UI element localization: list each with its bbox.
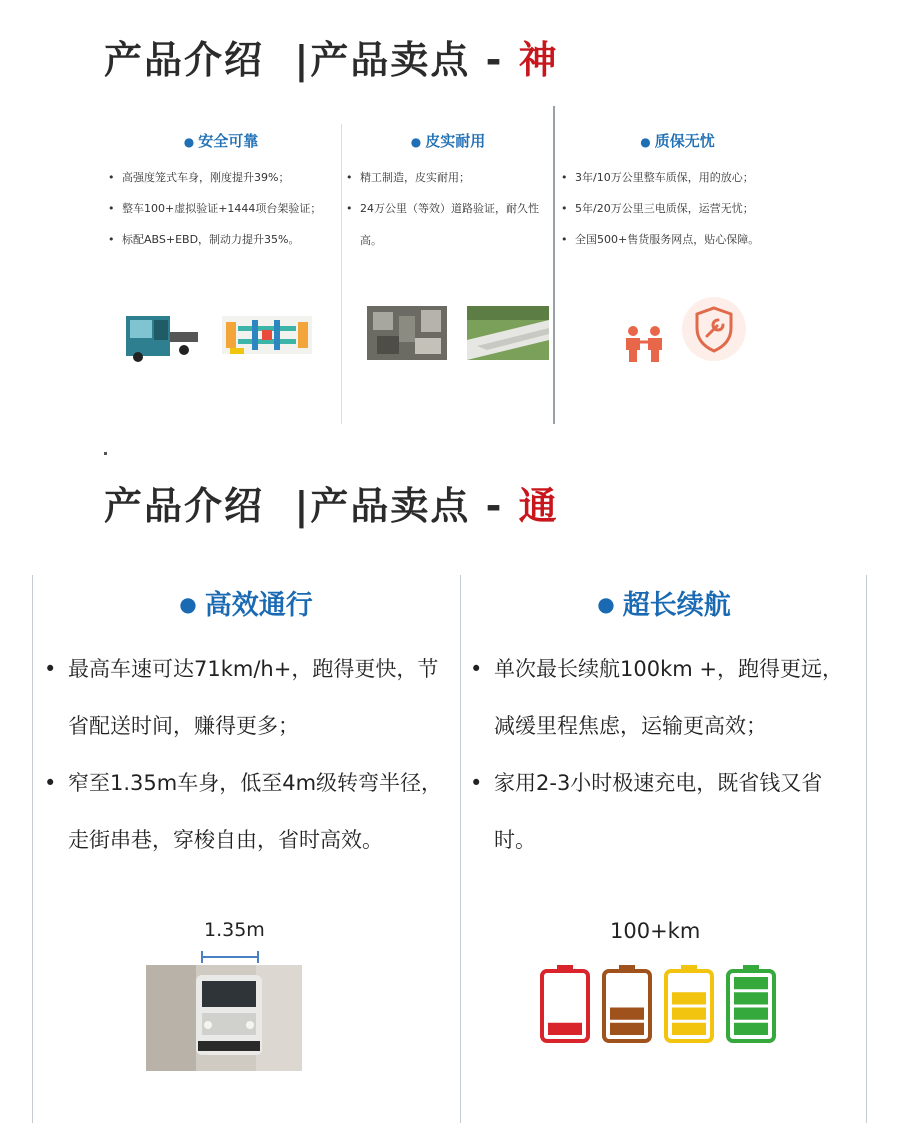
battery-icon — [542, 965, 588, 1041]
bullet-dot-icon: ● — [410, 135, 422, 149]
stray-dot — [104, 452, 107, 455]
section2-panel — [32, 575, 868, 1123]
bullet-list — [344, 162, 550, 257]
chassis-analysis-image — [222, 312, 312, 358]
bullet-list — [106, 162, 338, 255]
feature-column-durability — [342, 100, 554, 430]
heading-sub: 产品卖点 — [310, 38, 471, 82]
list-item: • 家用2-3小时极速充电，既省钱又省时。 — [468, 755, 862, 869]
list-item: • 整车100+虚拟验证+1444项台架验证； — [106, 193, 338, 224]
list-item: • 窄至1.35m车身，低至4m级转弯半径，走街串巷，穿梭自由，省时高效。 — [42, 755, 456, 869]
feature-column-safety — [100, 100, 342, 430]
battery-icon — [666, 965, 712, 1041]
list-item: • 24万公里（等效）道路验证，耐久性高。 — [344, 193, 550, 257]
test-road-image — [467, 306, 549, 360]
bullet-dot-icon: ● — [183, 135, 195, 149]
feature-column-efficiency — [32, 575, 460, 1123]
list-item: • 标配ABS+EBD，制动力提升35%。 — [106, 224, 338, 255]
bullet-dot-icon: ● — [179, 592, 197, 616]
heading-accent: 神 — [518, 38, 559, 82]
section2-heading — [104, 476, 559, 536]
section1-panel — [100, 100, 800, 430]
list-item: • 全国500+售货服务网点，贴心保障。 — [559, 224, 796, 255]
feature-column-warranty — [555, 100, 800, 430]
list-item: • 高强度笼式车身，刚度提升39%； — [106, 162, 338, 193]
heading-main: 产品介绍 — [104, 38, 265, 82]
list-item: • 单次最长续航100km +，跑得更远，减缓里程焦虑，运输更高效； — [468, 641, 862, 755]
bullet-list — [42, 641, 456, 869]
truck-cabin-image — [124, 308, 204, 362]
column-title: ● 高效通行 — [179, 590, 313, 621]
wrench-shield-icon — [681, 296, 747, 362]
heading-main: 产品介绍 — [104, 484, 265, 528]
factory-image — [367, 306, 447, 360]
heading-separator: | — [294, 38, 311, 82]
column-divider — [460, 575, 461, 1123]
list-item: • 精工制造，皮实耐用； — [344, 162, 550, 193]
people-service-icon — [621, 324, 667, 364]
list-item: • 5年/20万公里三电质保，运营无忧； — [559, 193, 796, 224]
heading-dash: - — [485, 38, 504, 82]
feature-column-range — [462, 575, 866, 1123]
bullet-dot-icon: ● — [640, 135, 651, 149]
battery-levels-graphic — [538, 963, 778, 1043]
bullet-list — [468, 641, 862, 869]
width-label: 1.35m — [204, 919, 265, 941]
list-item: • 最高车速可达71km/h+，跑得更快，节省配送时间，赚得更多； — [42, 641, 456, 755]
bullet-list — [559, 162, 796, 255]
battery-icon — [728, 965, 774, 1041]
battery-icon — [604, 965, 650, 1041]
heading-accent: 通 — [518, 484, 559, 528]
column-title: ● 质保无忧 — [640, 132, 715, 150]
range-label: 100+km — [610, 919, 701, 943]
vehicle-front-image — [146, 937, 302, 1071]
heading-dash: - — [485, 484, 504, 528]
column-title: ● 超长续航 — [597, 590, 731, 621]
column-title: ● 安全可靠 — [183, 132, 259, 150]
bullet-dot-icon: ● — [597, 592, 615, 616]
panel-border-right — [866, 575, 867, 1123]
section1-heading — [104, 30, 559, 90]
column-title: ● 皮实耐用 — [410, 132, 486, 150]
list-item: • 3年/10万公里整车质保，用的放心； — [559, 162, 796, 193]
heading-separator: | — [294, 484, 311, 528]
heading-sub: 产品卖点 — [310, 484, 471, 528]
